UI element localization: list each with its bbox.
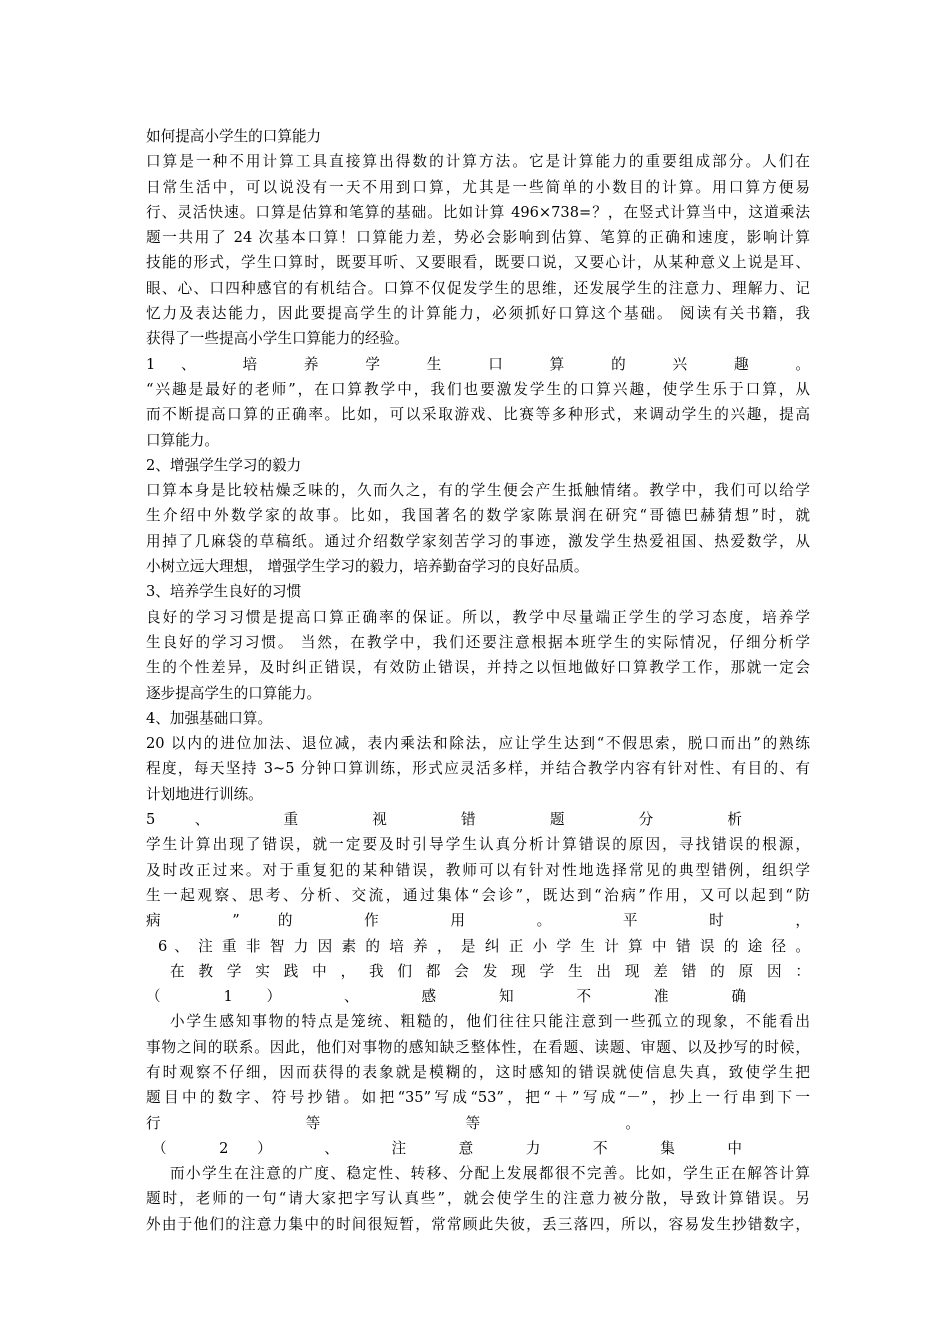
text-line: 小树立远大理想， 增强学生学习的毅力，培养勤奋学习的良好品质。 <box>146 558 589 576</box>
text-line: 生一起观察、思考、分析、交流，通过集体“会诊”，既达到“治病”作用，又可以起到“防 <box>146 886 810 904</box>
text-line: 程度，每天坚持 3~5 分钟口算训练，形式应灵活多样，并结合教学内容有针对性、有目的、有 <box>146 760 810 778</box>
text-line: 小学生感知事物的特点是笼统、粗糙的，他们往往只能注意到一些孤立的现象，不能看出 <box>170 1013 810 1031</box>
text-line: 生良好的学习习惯。 当然，在教学中，我们还要注意根据本班学生的实际情况，仔细分析学 <box>146 633 810 651</box>
text-line: 口算本身是比较枯燥乏味的，久而久之，有的学生便会产生抵触情绪。教学中，我们可以给学 <box>146 482 810 500</box>
text-line: 用掉了几麻袋的草稿纸。通过介绍数学家刻苦学习的事迹，激发学生热爱祖国、热爱数学，从 <box>146 532 810 550</box>
text-line: 日常生活中，可以说没有一天不用到口算，尤其是一些简单的小数目的计算。用口算方便易 <box>146 178 810 196</box>
text-line: （ 2 ） 、 注 意 力 不 集 中 <box>152 1139 742 1157</box>
text-line: 有时观察不仔细，因而获得的表象就是模糊的，这时感知的错误就使信息失真，致使学生把 <box>146 1063 810 1081</box>
text-line: 题时，老师的一句“请大家把字写认真些”，就会使学生的注意力被分散，导致计算错误。另 <box>146 1190 810 1208</box>
text-line: 外由于他们的注意力集中的时间很短暂，常常顾此失彼，丢三落四，所以，容易发生抄错数字， <box>146 1215 810 1233</box>
text-line: （ 1 ） 、 感 知 不 准 确 <box>146 988 746 1006</box>
text-line: 事物之间的联系。因此，他们对事物的感知缺乏整体性，在看题、读题、审题、以及抄写的时候， <box>146 1038 810 1056</box>
text-line: 技能的形式，学生口算时，既要耳听、又要眼看，既要口说，又要心计，从某种意义上说是耳、 <box>146 254 810 272</box>
text-line: 生的个性差异，及时纠正错误，有效防止错误，并持之以恒地做好口算教学工作，那就一定会 <box>146 659 810 677</box>
text-line: 及时改正过来。对于重复犯的某种错误，教师可以有针对性地选择常见的典型错例，组织学 <box>146 861 810 879</box>
text-line: 良好的学习习惯是提高口算正确率的保证。所以，教学中尽量端正学生的学习态度，培养学 <box>146 608 810 626</box>
text-line: 4、加强基础口算。 <box>146 709 273 727</box>
text-line: 口算能力。 <box>146 431 219 449</box>
text-line: 3、培养学生良好的习惯 <box>146 583 302 601</box>
text-line: 口算是一种不用计算工具直接算出得数的计算方法。它是计算能力的重要组成部分。人们在 <box>146 153 810 171</box>
text-line: 而小学生在注意的广度、稳定性、转移、分配上发展都很不完善。比如，学生正在解答计算 <box>170 1165 810 1183</box>
text-line: 病 ” 的 作 用 。 平 时 ， <box>146 912 810 930</box>
text-line: 逐步提高学生的口算能力。 <box>146 684 322 702</box>
text-line: “兴趣是最好的老师”，在口算教学中，我们也要激发学生的口算兴趣，使学生乐于口算，从 <box>146 380 810 398</box>
text-line: 行 等 等 。 <box>146 1114 640 1132</box>
text-line: 在 教 学 实 践 中 ， 我 们 都 会 发 现 学 生 出 现 差 错 的 原 因 ： <box>170 962 810 980</box>
text-line: 1 、 培 养 学 生 口 算 的 兴 趣 。 <box>146 355 810 373</box>
text-line: 忆力及表达能力，因此要提高学生的计算能力，必须抓好口算这个基础。 阅读有关书籍，我 <box>146 305 810 323</box>
text-line: 题一共用了 24 次基本口算！口算能力差，势必会影响到估算、笔算的正确和速度，影响计算 <box>146 229 810 247</box>
text-line: 20 以内的进位加法、退位减，表内乘法和除法，应让学生达到“不假思索，脱口而出”的熟练 <box>146 735 810 753</box>
text-line: 而不断提高口算的正确率。比如，可以采取游戏、比赛等多种形式，来调动学生的兴趣，提高 <box>146 406 810 424</box>
text-line: 5 、 重 视 错 题 分 析 <box>146 811 742 829</box>
text-line: 2、增强学生学习的毅力 <box>146 456 302 474</box>
text-line: 题目中的数字、符号抄错。如把“35”写成“53”，把“＋”写成“－”，抄上一行串到下一 <box>146 1089 810 1107</box>
text-line: 如何提高小学生的口算能力 <box>146 128 322 145</box>
text-line: 眼、心、口四种感官的有机结合。口算不仅促发学生的思维，还发展学生的注意力、理解力、记 <box>146 279 810 297</box>
text-line: 计划地进行训练。 <box>146 785 263 803</box>
text-line: 获得了一些提高小学生口算能力的经验。 <box>146 330 409 348</box>
text-line: 6 、 注 重 非 智 力 因 素 的 培 养 ， 是 纠 正 小 学 生 计 算 中 错 误 的 途 径 。 <box>158 937 810 955</box>
document-page <box>146 124 810 1237</box>
text-line: 生介绍中外数学家的故事。比如，我国著名的数学家陈景润在研究“哥德巴赫猜想”时，就 <box>146 507 810 525</box>
text-line: 行、灵活快速。口算是估算和笔算的基础。比如计算 496×738=？，在竖式计算当中，这道乘法 <box>146 203 810 221</box>
text-line: 学生计算出现了错误，就一定要及时引导学生认真分析计算错误的原因，寻找错误的根源， <box>146 836 810 854</box>
